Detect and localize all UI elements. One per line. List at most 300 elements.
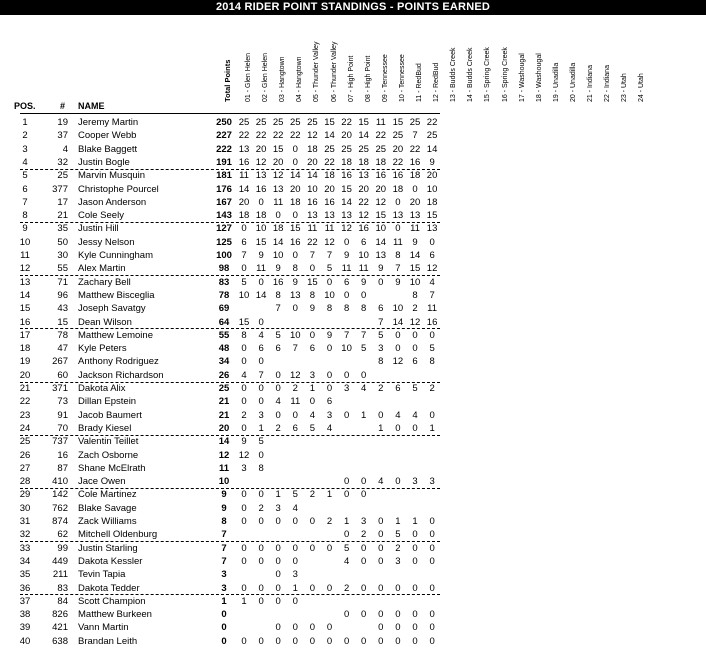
round-points-cell: 10 bbox=[290, 329, 301, 341]
round-points-cell: 0 bbox=[275, 582, 281, 594]
round-points-cell: 0 bbox=[258, 542, 264, 554]
rider-name-cell: Shane McElrath bbox=[78, 462, 146, 474]
round-points-cell: 3 bbox=[361, 516, 367, 527]
round-points-cell: 0 bbox=[361, 609, 367, 621]
rider-name-cell: Jason Anderson bbox=[78, 196, 147, 208]
round-points-cell: 14 bbox=[392, 316, 404, 328]
rider-number-cell: 30 bbox=[57, 250, 68, 261]
round-points-cell: 0 bbox=[275, 516, 281, 527]
round-points-cell: 11 bbox=[392, 236, 403, 248]
round-points-cell: 6 bbox=[378, 303, 384, 315]
rider-name-cell: Jace Owen bbox=[78, 476, 126, 488]
round-points-cell: 12 bbox=[290, 369, 301, 381]
round-points-cell: 3 bbox=[395, 555, 401, 567]
round-points-cell: 0 bbox=[241, 555, 247, 567]
rider-name-cell: Christophe Pourcel bbox=[78, 183, 159, 195]
table-row bbox=[0, 515, 706, 528]
round-points-cell: 0 bbox=[378, 635, 384, 647]
total-points-cell: 83 bbox=[218, 276, 230, 288]
round-points-cell: 12 bbox=[392, 356, 404, 368]
rider-name-cell: Alex Martin bbox=[78, 263, 126, 275]
round-points-cell: 0 bbox=[292, 542, 298, 554]
rider-number-cell: 35 bbox=[57, 223, 68, 235]
round-points-cell: 1 bbox=[412, 516, 418, 527]
rider-number-cell: 84 bbox=[57, 595, 68, 607]
round-points-cell: 18 bbox=[409, 170, 421, 182]
table-row bbox=[0, 156, 706, 169]
round-points-cell: 0 bbox=[412, 622, 418, 634]
round-points-cell: 12 bbox=[307, 130, 318, 142]
total-points-cell: 227 bbox=[216, 130, 232, 142]
position-cell: 11 bbox=[20, 250, 30, 261]
round-points-cell: 9 bbox=[378, 263, 384, 275]
round-points-cell: 0 bbox=[343, 635, 350, 647]
round-points-cell: 9 bbox=[258, 250, 264, 261]
round-points-cell: 14 bbox=[358, 130, 369, 142]
round-points-cell: 0 bbox=[292, 303, 298, 315]
position-cell: 16 bbox=[19, 316, 31, 328]
total-points-cell: 12 bbox=[218, 449, 230, 461]
position-cell: 3 bbox=[22, 143, 28, 155]
round-points-cell: 12 bbox=[341, 223, 352, 235]
position-cell: 7 bbox=[22, 196, 28, 208]
round-points-cell: 0 bbox=[326, 369, 333, 381]
round-points-cell: 2 bbox=[275, 422, 281, 434]
round-points-cell: 3 bbox=[275, 502, 281, 514]
round-points-cell: 0 bbox=[258, 449, 264, 461]
round-points-cell: 0 bbox=[292, 622, 298, 634]
round-points-cell: 13 bbox=[324, 210, 335, 222]
total-points-cell: 191 bbox=[216, 156, 232, 168]
rider-number-cell: 19 bbox=[57, 117, 68, 128]
round-points-cell: 0 bbox=[412, 582, 418, 594]
round-points-cell: 8 bbox=[429, 356, 435, 368]
rider-number-cell: 99 bbox=[57, 542, 68, 554]
round-points-cell: 15 bbox=[409, 263, 421, 275]
round-points-cell: 0 bbox=[326, 276, 333, 288]
table-row bbox=[0, 582, 706, 595]
total-points-cell: 64 bbox=[218, 316, 230, 328]
round-points-cell: 10 bbox=[358, 250, 369, 261]
round-points-cell: 13 bbox=[272, 183, 284, 195]
position-cell: 27 bbox=[19, 462, 31, 474]
position-cell: 12 bbox=[19, 263, 31, 275]
round-points-cell: 0 bbox=[258, 582, 264, 594]
round-header-9: 09 - Tennessee bbox=[381, 54, 389, 102]
round-points-cell: 14 bbox=[307, 170, 318, 182]
round-points-cell: 0 bbox=[275, 569, 281, 581]
total-points-cell: 3 bbox=[221, 569, 227, 581]
position-cell: 25 bbox=[19, 436, 31, 448]
round-points-cell: 0 bbox=[258, 516, 264, 527]
round-points-cell: 18 bbox=[238, 210, 250, 222]
round-points-cell: 0 bbox=[241, 516, 247, 527]
round-header-18: 18 - Washougal bbox=[535, 53, 543, 102]
table-row bbox=[0, 316, 706, 329]
round-points-cell: 0 bbox=[292, 250, 298, 261]
round-points-cell: 7 bbox=[361, 329, 367, 341]
round-points-cell: 3 bbox=[258, 409, 264, 421]
round-points-cell: 25 bbox=[375, 143, 387, 155]
rider-number-cell: 638 bbox=[52, 635, 68, 647]
rider-number-cell: 4 bbox=[62, 143, 68, 155]
pos-header: POS. bbox=[14, 101, 36, 111]
round-header-24: 24 - Utah bbox=[638, 73, 646, 102]
round-points-cell: 16 bbox=[341, 170, 352, 182]
total-points-cell: 9 bbox=[221, 489, 227, 501]
rider-name-cell: Cooper Webb bbox=[78, 130, 137, 142]
rider-number-cell: 142 bbox=[52, 489, 68, 501]
round-points-cell: 10 bbox=[375, 223, 387, 235]
round-header-20: 20 - Unadilla bbox=[569, 62, 577, 102]
rider-name-cell: Cole Seely bbox=[78, 210, 124, 222]
round-points-cell: 6 bbox=[361, 236, 367, 248]
round-points-cell: 11 bbox=[324, 223, 335, 235]
total-points-cell: 0 bbox=[221, 622, 227, 634]
round-points-cell: 0 bbox=[258, 396, 264, 408]
round-points-cell: 0 bbox=[429, 555, 435, 567]
total-points-cell: 69 bbox=[218, 303, 230, 315]
round-points-cell: 14 bbox=[375, 236, 387, 248]
round-points-cell: 0 bbox=[412, 609, 418, 621]
table-row bbox=[0, 409, 706, 422]
round-points-cell: 0 bbox=[241, 489, 247, 501]
round-points-cell: 0 bbox=[378, 609, 384, 621]
position-cell: 38 bbox=[19, 609, 31, 621]
round-points-cell: 0 bbox=[275, 622, 281, 634]
table-row bbox=[0, 382, 706, 395]
round-points-cell: 20 bbox=[255, 143, 267, 155]
position-cell: 21 bbox=[19, 383, 31, 394]
round-points-cell: 0 bbox=[429, 409, 435, 421]
round-points-cell: 13 bbox=[255, 170, 267, 182]
round-points-cell: 0 bbox=[292, 210, 298, 222]
table-row bbox=[0, 342, 706, 355]
round-points-cell: 6 bbox=[241, 236, 247, 248]
round-points-cell: 0 bbox=[412, 329, 418, 341]
round-points-cell: 0 bbox=[361, 369, 367, 381]
round-points-cell: 3 bbox=[241, 462, 247, 474]
position-cell: 18 bbox=[19, 343, 31, 355]
round-points-cell: 9 bbox=[241, 436, 247, 448]
round-points-cell: 4 bbox=[292, 502, 298, 514]
rider-number-cell: 91 bbox=[57, 409, 68, 421]
rider-number-cell: 70 bbox=[57, 422, 68, 434]
round-points-cell: 0 bbox=[378, 529, 384, 541]
total-points-cell: 8 bbox=[221, 516, 227, 527]
round-points-cell: 25 bbox=[392, 130, 404, 142]
table-row bbox=[0, 129, 706, 142]
table-row bbox=[0, 249, 706, 262]
rider-number-cell: 83 bbox=[57, 582, 68, 594]
round-points-cell: 14 bbox=[255, 289, 267, 301]
round-points-cell: 2 bbox=[412, 303, 418, 315]
position-cell: 10 bbox=[19, 236, 31, 248]
round-points-cell: 20 bbox=[392, 143, 404, 155]
round-points-cell: 0 bbox=[258, 489, 264, 501]
rider-number-cell: 55 bbox=[57, 263, 68, 275]
position-cell: 1 bbox=[22, 117, 28, 128]
table-row bbox=[0, 302, 706, 315]
round-points-cell: 5 bbox=[326, 263, 333, 275]
table-row bbox=[0, 635, 706, 648]
table-row bbox=[0, 502, 706, 515]
round-points-cell: 0 bbox=[258, 276, 264, 288]
position-cell: 34 bbox=[19, 555, 31, 567]
position-cell: 36 bbox=[19, 582, 31, 594]
position-cell: 19 bbox=[19, 356, 31, 368]
round-points-cell: 8 bbox=[326, 303, 333, 315]
round-points-cell: 16 bbox=[272, 276, 284, 288]
table-row bbox=[0, 369, 706, 382]
round-points-cell: 15 bbox=[358, 117, 369, 128]
position-cell: 32 bbox=[19, 529, 31, 541]
round-points-cell: 10 bbox=[272, 250, 284, 261]
round-points-cell: 9 bbox=[429, 156, 435, 168]
round-points-cell: 0 bbox=[241, 396, 247, 408]
round-points-cell: 8 bbox=[412, 289, 418, 301]
round-points-cell: 9 bbox=[412, 236, 418, 248]
round-points-cell: 16 bbox=[358, 223, 369, 235]
rider-name-cell: Jessy Nelson bbox=[78, 236, 135, 248]
total-points-cell: 7 bbox=[221, 529, 227, 541]
round-points-cell: 12 bbox=[375, 196, 387, 208]
round-header-13: 13 - Budds Creek bbox=[450, 47, 458, 102]
rider-number-cell: 62 bbox=[57, 529, 68, 541]
round-points-cell: 5 bbox=[309, 422, 316, 434]
round-points-cell: 16 bbox=[307, 196, 318, 208]
rider-name-cell: Kyle Cunningham bbox=[78, 250, 153, 261]
round-points-cell: 0 bbox=[241, 582, 247, 594]
rider-name-cell: Valentin Teillet bbox=[78, 436, 139, 448]
round-points-cell: 0 bbox=[292, 143, 298, 155]
round-points-cell: 13 bbox=[290, 289, 301, 301]
round-points-cell: 4 bbox=[275, 396, 281, 408]
round-points-cell: 16 bbox=[238, 156, 250, 168]
round-points-cell: 15 bbox=[307, 276, 318, 288]
rider-name-cell: Matthew Bisceglia bbox=[78, 289, 155, 301]
round-points-cell: 0 bbox=[292, 156, 298, 168]
round-header-5: 05 - Thunder Valley bbox=[313, 41, 321, 102]
round-points-cell: 25 bbox=[324, 143, 335, 155]
round-points-cell: 0 bbox=[378, 555, 384, 567]
round-points-cell: 5 bbox=[275, 329, 281, 341]
round-points-cell: 15 bbox=[324, 117, 335, 128]
rider-name-cell: Justin Bogle bbox=[78, 156, 130, 168]
round-points-cell: 22 bbox=[255, 130, 267, 142]
round-points-cell: 0 bbox=[258, 196, 264, 208]
round-points-cell: 6 bbox=[292, 422, 298, 434]
round-points-cell: 5 bbox=[258, 436, 264, 448]
rider-number-cell: 874 bbox=[52, 516, 68, 527]
rider-number-cell: 87 bbox=[57, 462, 68, 474]
rider-name-cell: Dillan Epstein bbox=[78, 396, 137, 408]
round-points-cell: 12 bbox=[272, 170, 284, 182]
rider-number-cell: 78 bbox=[57, 329, 68, 341]
table-row bbox=[0, 542, 706, 555]
round-points-cell: 25 bbox=[290, 117, 301, 128]
round-points-cell: 0 bbox=[343, 409, 350, 421]
round-points-cell: 22 bbox=[324, 156, 335, 168]
round-points-cell: 7 bbox=[258, 369, 264, 381]
round-points-cell: 0 bbox=[326, 635, 333, 647]
rider-name-cell: Justin Hill bbox=[78, 223, 119, 235]
round-points-cell: 10 bbox=[324, 289, 335, 301]
table-row bbox=[0, 169, 706, 182]
round-points-cell: 9 bbox=[361, 276, 367, 288]
round-points-cell: 2 bbox=[241, 409, 247, 421]
round-points-cell: 0 bbox=[395, 622, 401, 634]
round-points-cell: 3 bbox=[378, 343, 384, 355]
round-points-cell: 10 bbox=[392, 303, 404, 315]
round-points-cell: 0 bbox=[326, 383, 333, 394]
total-points-cell: 250 bbox=[216, 117, 232, 128]
round-points-cell: 6 bbox=[258, 343, 264, 355]
total-points-cell: 98 bbox=[218, 263, 230, 275]
rider-name-cell: Zachary Bell bbox=[78, 276, 131, 288]
round-header-21: 21 - Indiana bbox=[587, 65, 594, 102]
round-points-cell: 10 bbox=[307, 183, 318, 195]
rider-name-cell: Marvin Musquin bbox=[78, 170, 146, 182]
round-points-cell: 0 bbox=[241, 223, 247, 235]
position-cell: 23 bbox=[19, 409, 31, 421]
round-points-cell: 20 bbox=[426, 170, 438, 182]
round-points-cell: 8 bbox=[309, 289, 316, 301]
round-points-cell: 0 bbox=[292, 635, 298, 647]
round-points-cell: 15 bbox=[290, 223, 301, 235]
round-points-cell: 22 bbox=[238, 130, 250, 142]
round-points-cell: 0 bbox=[361, 582, 367, 594]
round-points-cell: 0 bbox=[275, 555, 281, 567]
position-cell: 28 bbox=[19, 476, 31, 488]
round-points-cell: 7 bbox=[275, 303, 281, 315]
round-points-cell: 20 bbox=[324, 183, 335, 195]
round-points-cell: 0 bbox=[292, 409, 298, 421]
round-points-cell: 7 bbox=[412, 130, 418, 142]
rider-number-cell: 16 bbox=[57, 449, 68, 461]
round-points-cell: 14 bbox=[324, 130, 335, 142]
round-points-cell: 16 bbox=[375, 170, 387, 182]
rider-number-cell: 43 bbox=[57, 303, 68, 315]
position-cell: 2 bbox=[22, 130, 28, 142]
round-points-cell: 15 bbox=[392, 117, 404, 128]
round-points-cell: 0 bbox=[378, 409, 384, 421]
round-points-cell: 6 bbox=[309, 343, 316, 355]
round-points-cell: 0 bbox=[378, 542, 384, 554]
rider-name-cell: Mitchell Oldenburg bbox=[78, 529, 158, 541]
round-points-cell: 22 bbox=[392, 156, 404, 168]
round-points-cell: 11 bbox=[307, 223, 318, 235]
round-points-cell: 11 bbox=[375, 117, 386, 128]
round-points-cell: 0 bbox=[309, 542, 316, 554]
round-points-cell: 0 bbox=[412, 555, 418, 567]
round-points-cell: 0 bbox=[343, 289, 350, 301]
round-points-cell: 22 bbox=[375, 130, 387, 142]
rider-name-cell: Jeremy Martin bbox=[78, 117, 139, 128]
round-points-cell: 14 bbox=[290, 170, 301, 182]
round-header-23: 23 - Utah bbox=[621, 73, 629, 102]
round-points-cell: 9 bbox=[292, 276, 298, 288]
round-points-cell: 0 bbox=[412, 529, 418, 541]
round-points-cell: 2 bbox=[361, 529, 367, 541]
round-points-cell: 4 bbox=[429, 276, 435, 288]
round-header-17: 17 - Washougal bbox=[518, 53, 526, 102]
round-points-cell: 9 bbox=[343, 250, 350, 261]
rider-number-cell: 21 bbox=[57, 210, 68, 222]
position-cell: 15 bbox=[19, 303, 31, 315]
total-points-cell: 78 bbox=[218, 289, 230, 301]
rider-name-cell: Vann Martin bbox=[78, 622, 129, 634]
round-points-cell: 6 bbox=[395, 383, 401, 394]
round-points-cell: 9 bbox=[309, 303, 316, 315]
rider-name-cell: Matthew Burkeen bbox=[78, 609, 152, 621]
round-points-cell: 8 bbox=[395, 250, 401, 261]
round-points-cell: 18 bbox=[358, 156, 369, 168]
round-points-cell: 0 bbox=[275, 210, 281, 222]
round-points-cell: 4 bbox=[309, 409, 316, 421]
total-points-cell: 48 bbox=[218, 343, 230, 355]
rider-number-cell: 826 bbox=[52, 609, 68, 621]
round-header-12: 12 - RedBud bbox=[433, 62, 441, 102]
round-points-cell: 0 bbox=[258, 316, 264, 328]
round-points-cell: 14 bbox=[238, 183, 250, 195]
round-points-cell: 1 bbox=[275, 489, 281, 501]
round-points-cell: 0 bbox=[378, 582, 384, 594]
round-points-cell: 15 bbox=[375, 210, 387, 222]
round-header-2: 02 - Glen Helen bbox=[262, 52, 270, 102]
round-points-cell: 0 bbox=[429, 529, 435, 541]
rider-number-cell: 73 bbox=[57, 396, 68, 408]
round-points-cell: 0 bbox=[309, 396, 316, 408]
header-rule bbox=[20, 113, 440, 114]
round-points-cell: 2 bbox=[309, 489, 316, 501]
position-cell: 30 bbox=[19, 502, 31, 514]
round-points-cell: 2 bbox=[395, 542, 401, 554]
position-cell: 29 bbox=[19, 489, 31, 501]
round-points-cell: 8 bbox=[241, 329, 247, 341]
total-points-cell: 3 bbox=[221, 582, 227, 594]
position-cell: 5 bbox=[22, 170, 28, 182]
rider-number-cell: 267 bbox=[52, 356, 68, 368]
table-row bbox=[0, 528, 706, 541]
round-points-cell: 16 bbox=[392, 170, 404, 182]
round-points-cell: 11 bbox=[410, 223, 420, 235]
position-cell: 35 bbox=[19, 569, 31, 581]
round-points-cell: 2 bbox=[258, 502, 264, 514]
round-points-cell: 0 bbox=[429, 622, 435, 634]
round-points-cell: 4 bbox=[241, 369, 247, 381]
round-points-cell: 20 bbox=[272, 156, 284, 168]
round-points-cell: 3 bbox=[326, 409, 333, 421]
rider-name-cell: Tevin Tapia bbox=[78, 569, 126, 581]
rider-name-cell: Zack Williams bbox=[78, 516, 137, 527]
round-points-cell: 4 bbox=[258, 329, 264, 341]
round-points-cell: 0 bbox=[361, 555, 367, 567]
round-points-cell: 4 bbox=[343, 555, 350, 567]
rider-name-cell: Dakota Tedder bbox=[78, 582, 140, 594]
round-points-cell: 11 bbox=[358, 263, 369, 275]
round-points-cell: 7 bbox=[309, 250, 316, 261]
rider-name-cell: Brady Kiesel bbox=[78, 422, 132, 434]
round-points-cell: 0 bbox=[378, 276, 384, 288]
total-points-header: Total Points bbox=[223, 59, 232, 102]
round-points-cell: 13 bbox=[426, 223, 438, 235]
round-points-cell: 16 bbox=[409, 156, 421, 168]
round-points-cell: 0 bbox=[309, 263, 316, 275]
total-points-cell: 143 bbox=[216, 210, 232, 222]
rider-name-cell: Joseph Savatgy bbox=[78, 303, 146, 315]
round-header-10: 10 - Tennessee bbox=[398, 54, 406, 102]
